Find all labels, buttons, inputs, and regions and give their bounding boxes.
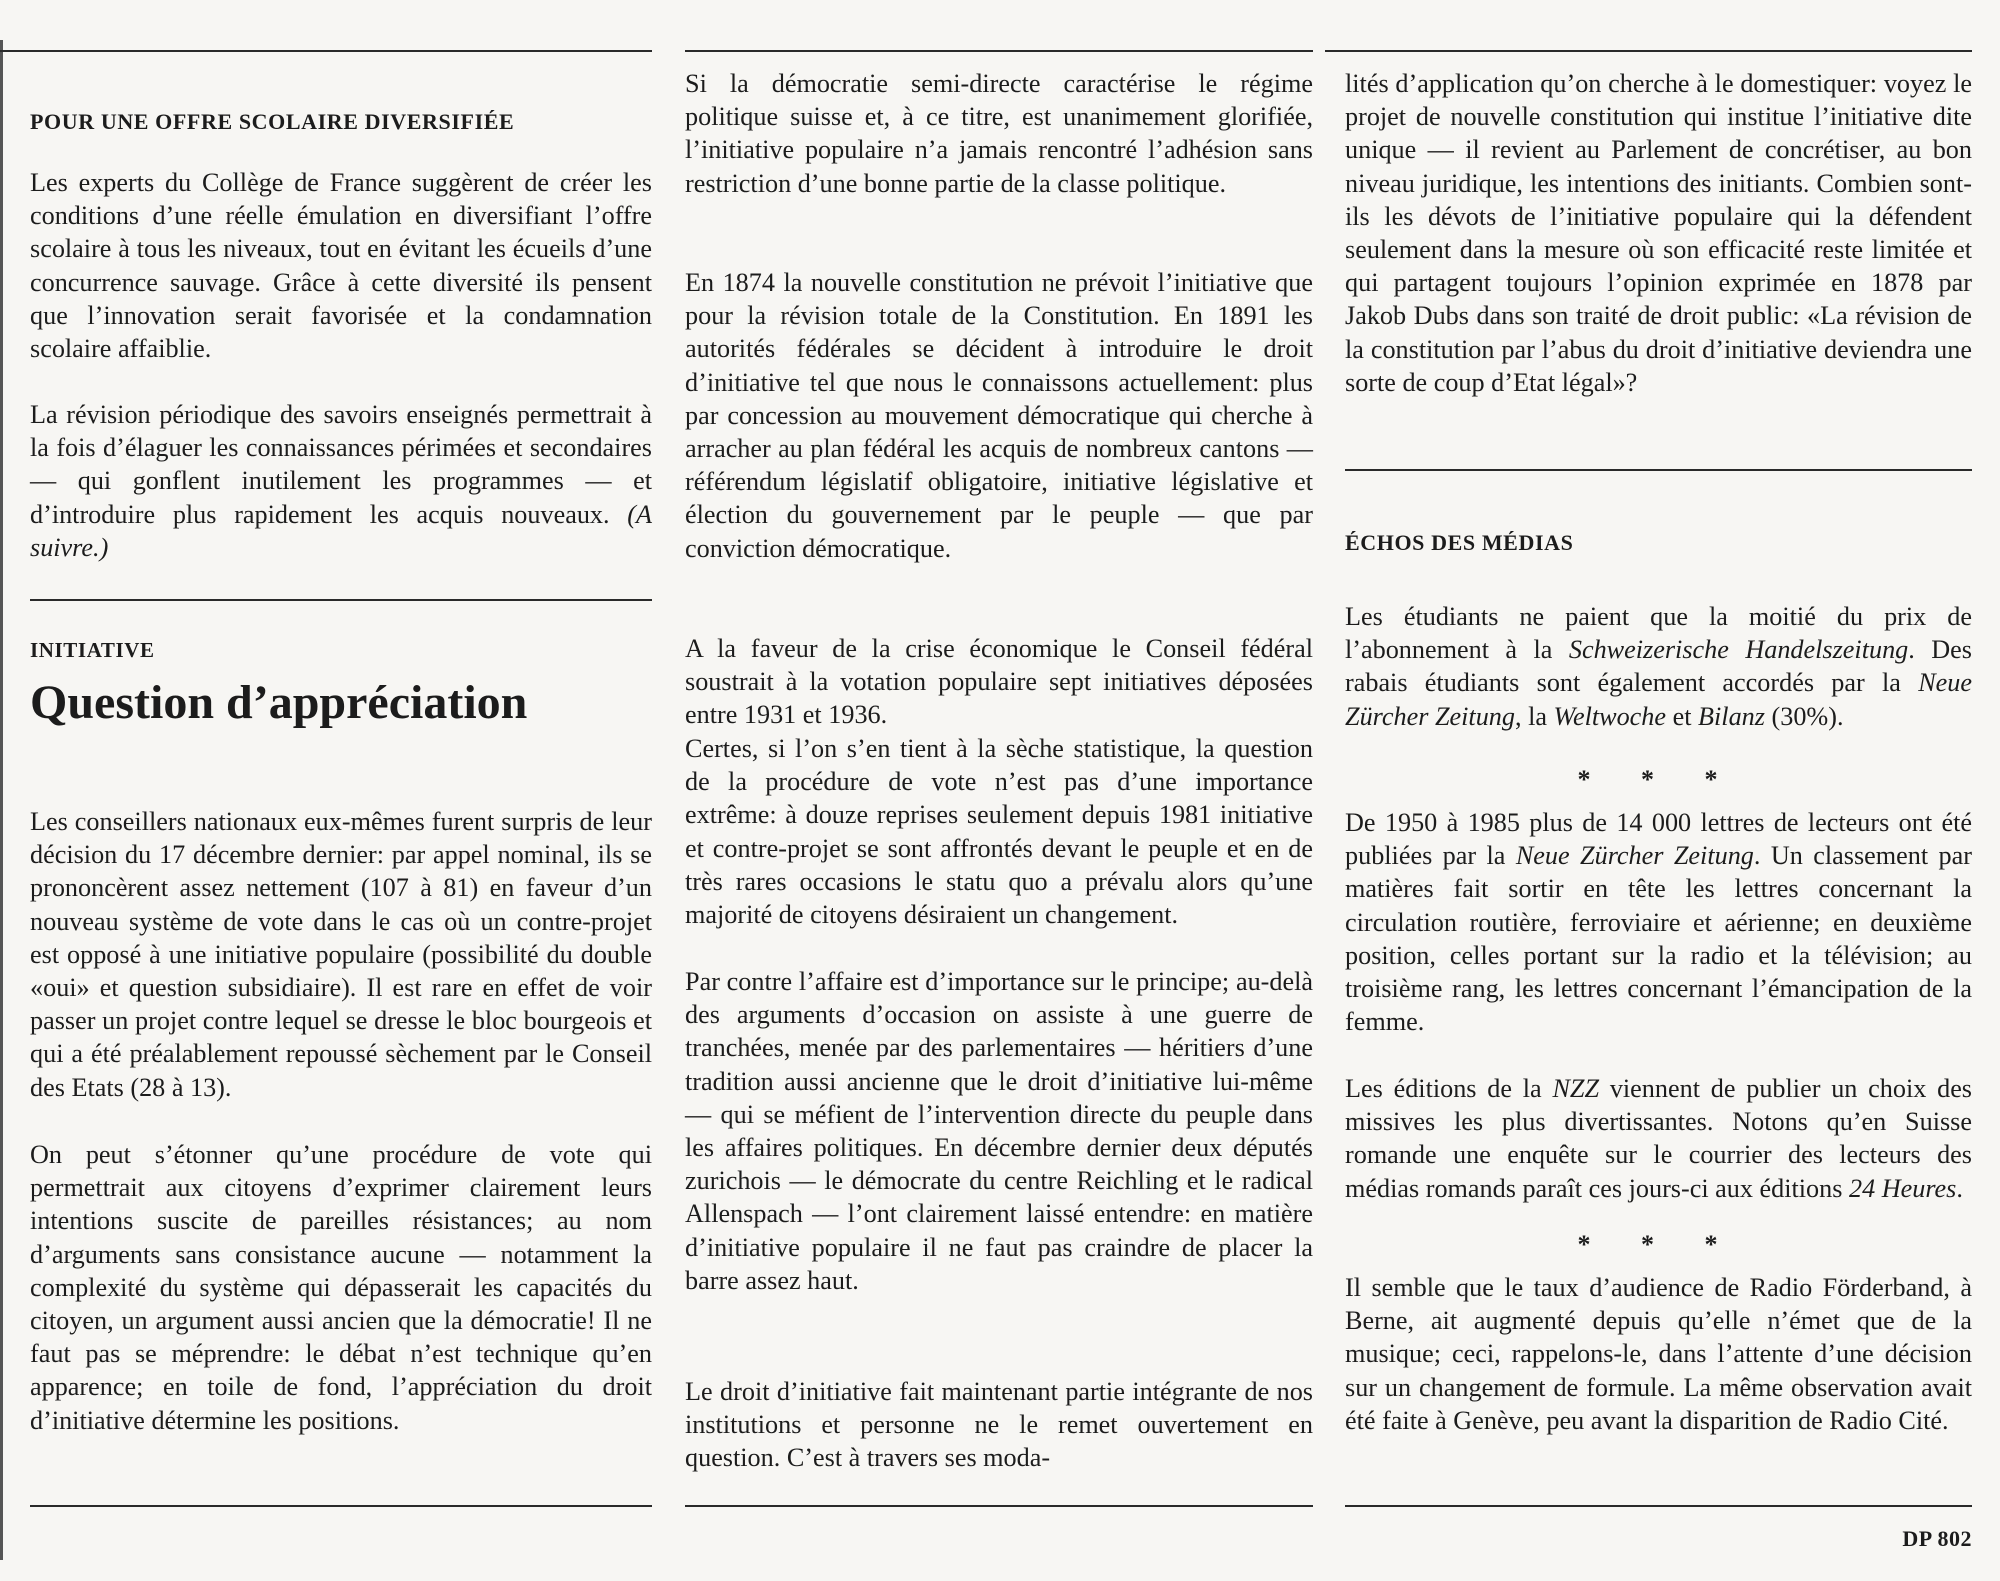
paragraph: On peut s’étonner qu’une procédure de vote qui permettrait aux citoyens d’exprimer clairement leurs intentions suscite de pareilles résistances; au nom d’arguments sans consistance aucune — notamment la complexité du système qui dépasserait les capacités du citoyen, un argument aussi ancien que la démocratie! Il ne faut pas se méprendre: le débat n’est technique qu’en apparence; en toile de fond, l’appréciation du droit d’initiative détermine les positions. [30, 1140, 652, 1435]
paragraph: Si la démocratie semi-directe caractérise le régime politique suisse et, à ce titre, est unanimement glorifiée, l’initiative populaire n’a jamais rencontré l’adhésion sans restriction d’une bonne partie de la classe politique. [685, 69, 1313, 198]
paragraph-student-discounts: Les étudiants ne paient que la moitié du prix de l’abonnement à la Schweizerische Handelszeitung. Des rabais étudiants sont également accordés par la Neue Zürcher Zeitung, la Weltwoche et Bilanz (30%). [1345, 602, 1972, 731]
page-footer-issue: DP 802 [1902, 1526, 1972, 1551]
article-kicker: INITIATIVE [30, 638, 155, 662]
paragraph-nzz-editions: Les éditions de la NZZ viennent de publier un choix des missives les plus divertissantes. Notons qu’en Suisse romande une enquête sur le courrier des lecteurs des médias romands paraît ces jours-ci aux éditions 24 Heures. [1345, 1074, 1973, 1203]
section-rule [30, 599, 652, 601]
top-rule [0, 50, 652, 52]
column-left [30, 0, 652, 1581]
paragraph: Par contre l’affaire est d’importance sur le principe; au-delà des arguments d’occasion on assiste à une guerre de tranchées, menée par des parlementaires — héritiers d’une tradition aussi ancienne que le droit d’initiative lui-même — qui se méfient de l’intervention directe du peuple dans les affaires politiques. En décembre dernier deux députés zurichois — le démocrate du centre Reichling et le radical Allenspach — l’ont clairement laissé entendre: en matière d’initiative populaire il ne faut pas craindre de placer la barre assez haut. [685, 967, 1313, 1295]
paragraph: Les conseillers nationaux eux-mêmes furent surpris de leur décision du 17 décembre dernier: par appel nominal, ils se prononcèrent assez nettement (107 à 81) en faveur d’un nouveau système de vote dans le cas où un contre-projet est opposé à une initiative populaire (possibilité du double «oui» et question subsidiaire). Il est rare en effet de voir passer un projet contre lequel se dresse le bloc bourgeois et qui a été préalablement repoussé sèchement par le Conseil des Etats (28 à 13). [30, 807, 652, 1102]
paragraph: Les experts du Collège de France suggèrent de créer les conditions d’une réelle émulation en diversifiant l’offre scolaire à tous les niveaux, tout en évitant les écueils d’une concurrence sauvage. Grâce à cette diversité ils pensent que l’innovation serait favorisée et la condamnation scolaire affaiblie. [30, 168, 652, 364]
section-heading-offre-scolaire: POUR UNE OFFRE SCOLAIRE DIVERSIFIÉE [30, 109, 515, 134]
column-right [1345, 0, 1972, 1581]
top-rule [1325, 50, 1972, 52]
paragraph [30, 398, 652, 564]
paragraph: En 1874 la nouvelle constitution ne prévoit l’initiative que pour la révision totale de la Constitution. En 1891 les autorités fédérales se décident à introduire le droit d’initiative tel que nous le connaissons actuellement: plus par concession au mouvement démocratique qui cherche à arracher au plan fédéral les acquis de nombreux cantons — référendum législatif obligatoire, initiative législative et élection du gouvernement par le peuple — que par conviction démocratique. [685, 268, 1313, 563]
section-separator-stars: * * * [1577, 1230, 1740, 1259]
paragraph: Le droit d’initiative fait maintenant partie intégrante de nos institutions et personne ne le remet ouvertement en question. C’est à travers ses moda- [685, 1377, 1313, 1473]
bottom-rule [1345, 1505, 1972, 1507]
paragraph: lités d’application qu’on cherche à le domestiquer: voyez le projet de nouvelle constitution qui institue l’initiative dite unique — il revient au Parlement de concrétiser, au bon niveau juridique, les intentions des initiants. Combien sont-ils les dévots de l’initiative populaire qui la défendent seulement dans la mesure où son efficacité reste limitée et qui partagent toujours l’opinion exprimée en 1878 par Jakob Dubs dans son traité de droit public: «La révision de la constitution par l’abus du droit d’initiative deviendra une sorte de coup d’Etat légal»? [1345, 69, 1972, 397]
paragraph: Certes, si l’on s’en tient à la sèche statistique, la question de la procédure de vote n’est pas d’une importance extrême: à douze reprises seulement depuis 1981 initiative et contre-projet se sont affrontés devant le peuple et en de très rares occasions le statu quo a prévalu alors qu’une majorité de citoyens désiraient un changement. [685, 734, 1313, 930]
paragraph-radio-audience: Il semble que le taux d’audience de Radio Förderband, à Berne, ait augmenté depuis qu’elle n’émet que de la musique; ceci, rappelons-le, dans l’attente d’une décision sur un changement de formule. La même observation avait été faite à Genève, peu avant la disparition de Radio Cité. [1345, 1273, 1972, 1435]
column-middle [685, 0, 1313, 1581]
article-title: Question d’appréciation [30, 676, 528, 729]
page-edge-mark [0, 40, 3, 1560]
bottom-rule [30, 1505, 652, 1507]
section-separator-stars: * * * [1577, 765, 1740, 794]
to-be-continued: (A suivre.) [30, 499, 652, 562]
bottom-rule [685, 1505, 1313, 1507]
paragraph: A la faveur de la crise économique le Conseil fédéral soustrait à la votation populaire sept initiatives déposées entre 1931 et 1936. [685, 634, 1313, 730]
section-rule [1345, 469, 1972, 471]
top-rule [685, 50, 1313, 52]
section-heading-echos-medias: ÉCHOS DES MÉDIAS [1345, 530, 1574, 555]
paragraph-nzz-letters: De 1950 à 1985 plus de 14 000 lettres de lecteurs ont été publiées par la Neue Zürcher Zeitung. Un classement par matières fait sortir en tête les lettres concernant la circulation routière, ferroviaire et aérienne; en deuxième position, celles portant sur la radio et la télévision; au troisième rang, les lettres concernant l’émancipation de la femme. [1345, 808, 1972, 1037]
paragraph-text: La révision périodique des savoirs enseignés permettrait à la fois d’élaguer les connaissances périmées et secondaires — qui gonflent inutilement les programmes — et d’introduire plus rapidement les acquis nouveaux. [30, 400, 652, 529]
